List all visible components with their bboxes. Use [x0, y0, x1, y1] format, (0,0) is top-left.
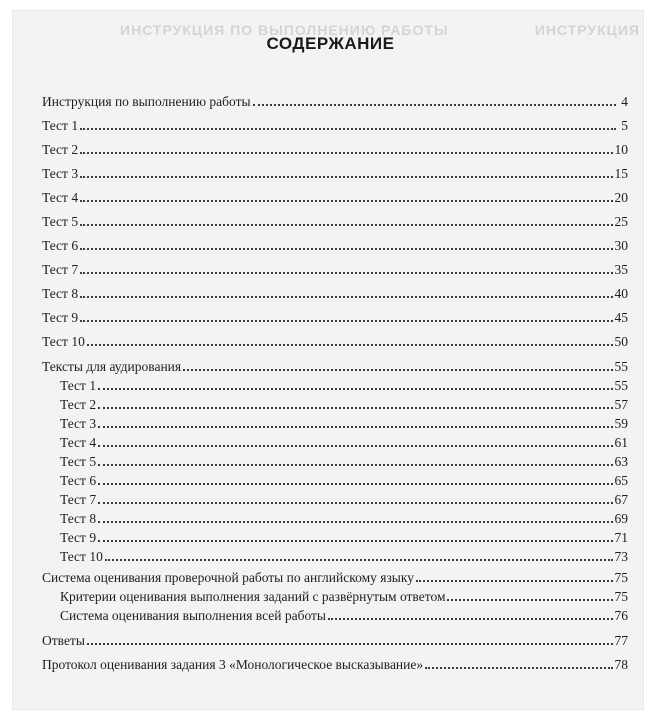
- toc-entry-page-number: 50: [614, 334, 628, 349]
- dot-leader: [253, 104, 616, 106]
- toc-entry-label: Тест 4: [60, 435, 97, 450]
- toc-entry-label: Тест 10: [42, 334, 85, 349]
- toc-entry-page-number: 55: [614, 359, 628, 374]
- toc-entry: [42, 278, 628, 302]
- toc-entry-label: Тест 1: [42, 118, 79, 133]
- toc-entry: [42, 302, 628, 326]
- dot-leader: [80, 128, 616, 130]
- toc-entry-label: Тест 1: [60, 378, 97, 393]
- dot-leader: [87, 643, 613, 645]
- dot-leader: [425, 667, 612, 669]
- toc-entry-page-number: 59: [614, 416, 628, 431]
- dot-leader: [87, 344, 613, 346]
- toc-entry-page-number: 75: [614, 570, 628, 585]
- toc-entry: [42, 326, 628, 350]
- toc-entry: [42, 134, 628, 158]
- toc-entry-label: Тест 8: [60, 511, 97, 526]
- toc-entry-page-number: 73: [614, 549, 628, 564]
- dot-leader: [80, 296, 612, 298]
- toc-entry-label: Система оценивания проверочной работы по английскому языку: [42, 570, 414, 585]
- toc-entry-label: Тест 5: [60, 454, 97, 469]
- toc-entry-label: Тест 4: [42, 190, 79, 205]
- toc-entry-page-number: 30: [614, 238, 628, 253]
- toc-entry-label: Тест 10: [60, 549, 103, 564]
- toc-entry: [42, 86, 628, 110]
- toc-entry: [42, 206, 628, 230]
- dot-leader: [80, 272, 612, 274]
- toc-entry-label: Тест 3: [60, 416, 97, 431]
- toc-entry-label: Тест 6: [60, 473, 97, 488]
- toc-entry: [42, 182, 628, 206]
- toc-entry-page-number: 5: [621, 118, 628, 133]
- toc-entry-page-number: 40: [614, 286, 628, 301]
- toc-entry-page-number: 76: [614, 608, 628, 623]
- toc-entry-page-number: 63: [614, 454, 628, 469]
- toc-entry: [42, 230, 628, 254]
- toc-entry-page-number: 4: [621, 94, 628, 109]
- toc-entry-page-number: 65: [614, 473, 628, 488]
- toc-entry-label: Тест 2: [60, 397, 97, 412]
- toc-entry-page-number: 69: [614, 511, 628, 526]
- toc-entry: [60, 600, 628, 624]
- toc-entry: [42, 158, 628, 182]
- toc-entry: [42, 625, 628, 649]
- dot-leader: [80, 200, 612, 202]
- toc-entry-page-number: 71: [614, 530, 628, 545]
- toc-entry-page-number: 45: [614, 310, 628, 325]
- dot-leader: [80, 320, 612, 322]
- toc-entry: [42, 254, 628, 278]
- toc-entry-page-number: 20: [614, 190, 628, 205]
- dot-leader: [80, 176, 612, 178]
- dot-leader: [80, 224, 612, 226]
- toc-entry-label: Тест 2: [42, 142, 79, 157]
- toc-entry-label: Тест 9: [60, 530, 97, 545]
- toc-entry-label: Ответы: [42, 633, 85, 648]
- toc-entry-page-number: 10: [614, 142, 628, 157]
- page-title: СОДЕРЖАНИЕ: [266, 34, 395, 53]
- dot-leader: [80, 152, 612, 154]
- toc-entry-page-number: 55: [614, 378, 628, 393]
- toc-entry-page-number: 67: [614, 492, 628, 507]
- toc-entry-label: Система оценивания выполнения всей работы: [60, 608, 326, 623]
- toc-entry-label: Тест 6: [42, 238, 79, 253]
- toc-entry-label: Тест 7: [60, 492, 97, 507]
- toc-entry-page-number: 25: [614, 214, 628, 229]
- toc-entry-label: Инструкция по выполнению работы: [42, 94, 251, 109]
- toc-entry: [42, 649, 628, 673]
- toc-entry-page-number: 77: [614, 633, 628, 648]
- toc-entry: [42, 110, 628, 134]
- ghost-header-left: ИНСТРУКЦИЯ ПО ВЫПОЛНЕНИЮ РАБОТЫ: [120, 22, 449, 38]
- toc-entry-label: Тест 3: [42, 166, 79, 181]
- toc-entry-label: Тест 5: [42, 214, 79, 229]
- toc-entry-page-number: 15: [614, 166, 628, 181]
- toc-entry-page-number: 61: [614, 435, 628, 450]
- toc-entry-page-number: 75: [614, 589, 628, 604]
- ghost-header-right: ИНСТРУКЦИЯ: [534, 22, 640, 38]
- dot-leader: [80, 248, 612, 250]
- toc-entry-page-number: 35: [614, 262, 628, 277]
- toc-entry-label: Тест 8: [42, 286, 79, 301]
- toc-entry-label: Тест 9: [42, 310, 79, 325]
- toc-entry-label: Критерии оценивания выполнения заданий с развёрнутым ответом: [60, 589, 446, 604]
- toc-entry-label: Тест 7: [42, 262, 79, 277]
- toc-entry-label: Тексты для аудирования: [42, 359, 182, 374]
- dot-leader: [105, 559, 613, 561]
- toc-entry-page-number: 57: [614, 397, 628, 412]
- toc-entry-label: Протокол оценивания задания 3 «Монологическое высказывание»: [42, 657, 424, 672]
- toc-entry-page-number: 78: [614, 657, 628, 672]
- dot-leader: [328, 618, 613, 620]
